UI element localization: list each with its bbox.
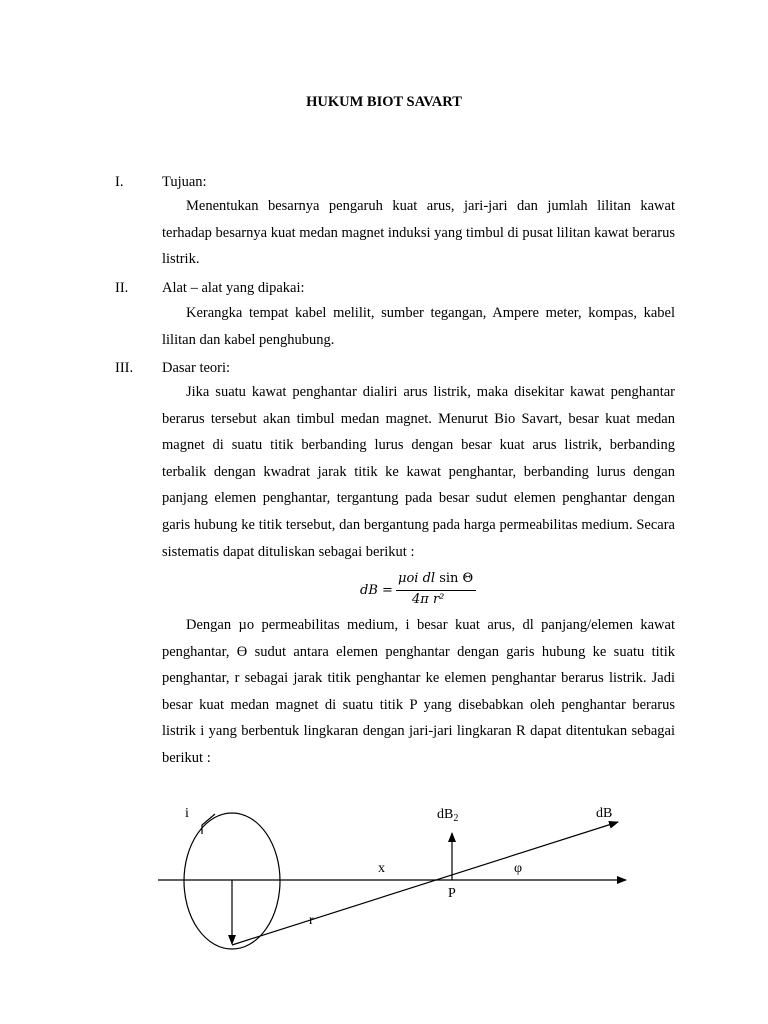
biot-savart-formula — [340, 568, 500, 610]
page-title: HUKUM BIOT SAVART — [306, 94, 462, 110]
section-3-number: III. — [115, 360, 134, 376]
section-2-number: II. — [115, 280, 129, 296]
label-P: P — [448, 886, 456, 901]
section-2-paragraph: Kerangka tempat kabel melilit, sumber tegangan, Ampere meter, kompas, kabel lilitan dan kabel penghubung. — [162, 305, 675, 348]
formula-lhs: dB = — [360, 583, 393, 598]
section-1-paragraph: Menentukan besarnya pengaruh kuat arus, jari-jari dan jumlah lilitan kawat terhadap besarnya kuat medan magnet induksi yang timbul di pusat lilitan kawat berarus listrik. — [162, 198, 675, 268]
section-3-paragraph-2: Dengan µo permeabilitas medium, i besar kuat arus, dl panjang/elemen kawat penghantar, Ɵ sudut antara elemen penghantar dengan garis hubung ke suatu titik penghantar, r sebagai jarak titik penghantar ke elemen penghantar berarus listrik. Jadi besar kuat medan magnet di suatu titik P yang disebabkan oleh penghantar berarus listrik i yang berbentuk lingkaran dengan jari-jari lingkaran R dapat ditentukan sebagai berikut : — [162, 617, 675, 766]
label-r: r — [309, 913, 314, 928]
section-1-heading: Tujuan: — [162, 174, 207, 190]
formula-numerator-sin: sin Θ — [439, 571, 474, 586]
section-2-heading: Alat – alat yang dipakai: — [162, 280, 305, 296]
label-dB2-main: dB — [437, 807, 454, 822]
formula-numerator — [398, 571, 473, 586]
section-3-paragraph-1: Jika suatu kawat penghantar dialiri arus listrik, maka disekitar kawat penghantar berarus tersebut akan timbul medan magnet. Menurut Bio Savart, besar kuat medan magnet di suatu titik berbanding lurus dengan besar kuat arus listrik, berbanding terbalik dengan kwadrat jarak titik ke kawat penghantar, berbanding lurus dengan panjang elemen penghantar, tergantung pada besar sudut elemen penghantar dengan garis hubung ke titik tersebut, dan bergantung pada harga permeabilitas medium. Secara sistematis dapat dituliskan sebagai berikut : — [162, 384, 675, 560]
dB-vector — [232, 822, 618, 945]
formula-numerator-term: μoi dl — [398, 571, 436, 586]
label-dB2-subscript: 2 — [453, 813, 459, 824]
label-dB: dB — [596, 806, 613, 821]
section-3-heading: Dasar teori: — [162, 360, 231, 376]
section-1-number: I. — [115, 174, 124, 190]
label-i: i — [185, 806, 189, 821]
label-x: x — [378, 861, 385, 876]
fraction-bar — [396, 590, 476, 591]
current-direction-arrow-icon — [202, 814, 215, 834]
label-phi: φ — [514, 861, 523, 876]
formula-denominator: 4π r² — [412, 592, 445, 607]
label-dB2 — [437, 807, 458, 824]
current-loop-diagram — [0, 790, 768, 960]
